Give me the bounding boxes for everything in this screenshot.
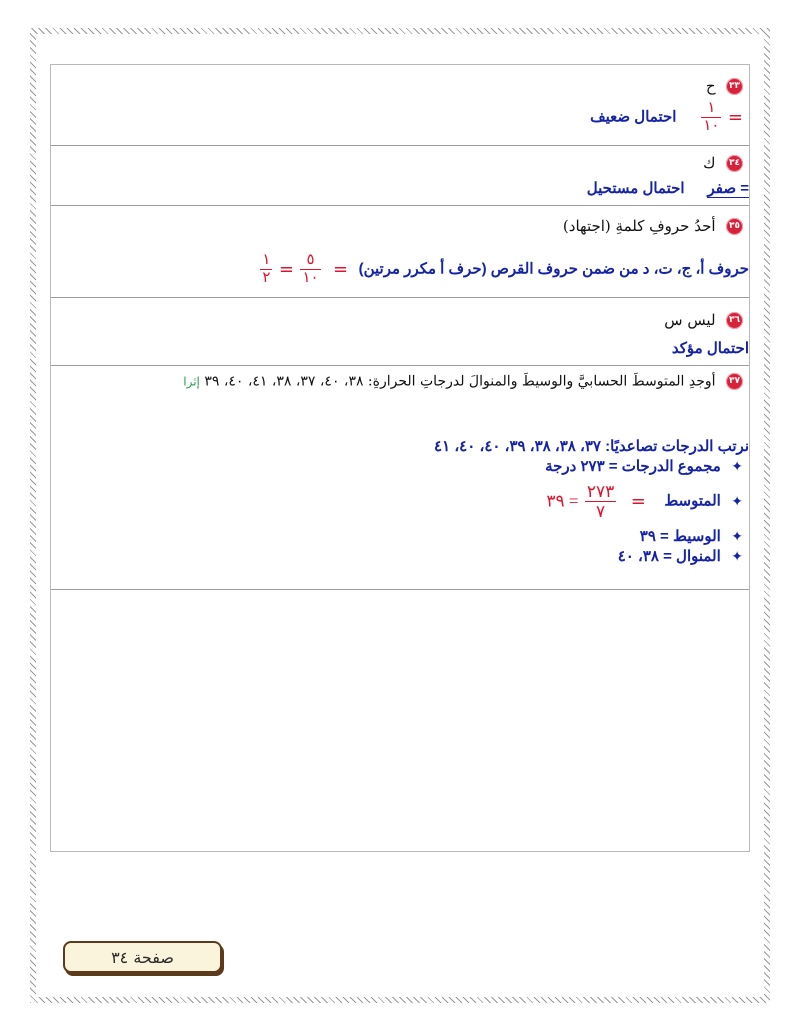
page-number-box xyxy=(63,941,222,973)
question-letter: ح xyxy=(705,77,716,95)
question-37 xyxy=(51,365,749,590)
mean-value: = ٣٩ xyxy=(546,491,579,511)
bullet-icon: ✦ xyxy=(731,549,743,565)
equals-sign: = xyxy=(278,259,294,280)
sum-line: مجموع الدرجات = ٢٧٣ درجة xyxy=(545,458,721,475)
enrichment-mark: إثرا xyxy=(183,374,200,389)
fraction: $\frac{٥}{١٠}$ xyxy=(302,252,319,286)
equals-sign: = xyxy=(333,259,349,280)
question-number-badge: ٣٥ xyxy=(726,218,743,235)
page-number: صفحة ٣٤ xyxy=(111,947,174,967)
explanation-text: حروف أ، ج، ت، د من ضمن حروف القرص (حرف أ مكرر مرتين) xyxy=(358,260,749,278)
question-prompt: ليس س xyxy=(664,311,716,329)
question-prompt: أحدُ حروفِ كلمةِ (اجتهاد) xyxy=(562,217,716,235)
question-36 xyxy=(51,297,749,366)
median-line: الوسيط = ٣٩ xyxy=(639,528,721,545)
mode-line: المنوال = ٣٨، ٤٠ xyxy=(617,548,721,565)
question-number-badge: ٣٧ xyxy=(726,373,743,390)
answers-panel xyxy=(50,64,750,852)
bullet-icon: ✦ xyxy=(731,459,743,475)
bullet-icon: ✦ xyxy=(731,529,743,545)
question-number-badge: ٣٣ xyxy=(726,78,743,95)
answer-text: احتمال مؤكد xyxy=(671,340,749,357)
question-number-badge: ٣٦ xyxy=(726,312,743,329)
question-34 xyxy=(51,145,749,206)
fraction: $\frac{١}{٢}$ xyxy=(262,252,271,286)
equals-sign: = xyxy=(630,491,646,512)
question-33 xyxy=(51,65,749,146)
question-number-badge: ٣٤ xyxy=(726,155,743,172)
zero-result: = صفر xyxy=(707,180,749,197)
question-prompt: أوجدِ المتوسطَ الحسابيَّ والوسيطَ والمنوالَ لدرجاتِ الحرارةِ: ٣٨، ٤٠، ٣٧، ٣٨، ٤١، ٤٠، ٣٩ xyxy=(204,373,716,390)
mean-label: المتوسط xyxy=(664,492,721,510)
answer-text: احتمال مستحيل xyxy=(586,180,685,197)
answer-text: احتمال ضعيف xyxy=(590,108,677,126)
equals-sign: = xyxy=(727,107,743,128)
question-letter: ك xyxy=(703,154,716,172)
mean-fraction: $\frac{٢٧٣}{٧}$ xyxy=(586,482,615,521)
question-35 xyxy=(51,205,749,298)
fraction: $\frac{١}{١٠}$ xyxy=(703,100,720,134)
bullet-icon: ✦ xyxy=(731,493,743,510)
sorted-grades: نرتب الدرجات تصاعديًا: ٣٧، ٣٨، ٣٨، ٣٩، ٤٠، ٤٠، ٤١ xyxy=(434,438,749,455)
